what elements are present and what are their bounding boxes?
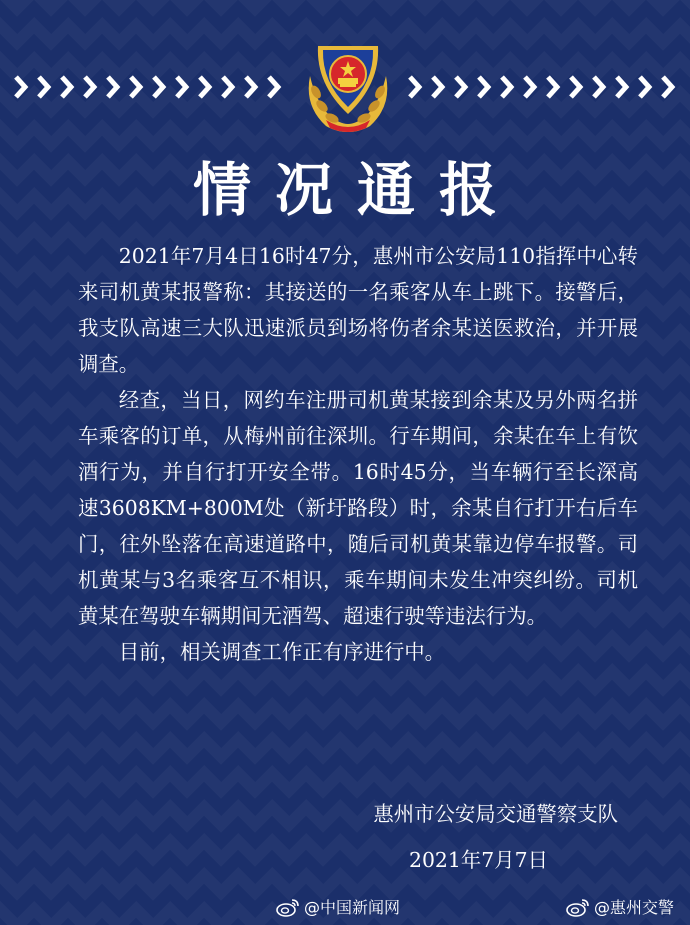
chevron-right-icon <box>590 72 609 102</box>
chevron-right-icon <box>58 72 77 102</box>
chevron-right-icon <box>35 72 54 102</box>
chevron-right-icon <box>196 72 215 102</box>
chevron-right-icon <box>659 72 678 102</box>
notice-body <box>78 238 638 670</box>
weibo-icon <box>276 897 300 917</box>
chevron-right-icon <box>173 72 192 102</box>
watermark-left-text: @中国新闻网 <box>304 898 401 917</box>
chevron-right-icon <box>567 72 586 102</box>
chevron-right-icon <box>406 72 425 102</box>
watermark-right <box>566 895 674 918</box>
chevron-right-icon <box>521 72 540 102</box>
chevron-decoration-left <box>12 72 284 102</box>
paragraph-status: 目前，相关调查工作正有序进行中。 <box>118 640 446 664</box>
chevron-right-icon <box>429 72 448 102</box>
chevron-right-icon <box>544 72 563 102</box>
chevron-right-icon <box>636 72 655 102</box>
chevron-right-icon <box>104 72 123 102</box>
notice-title: 情况通报 <box>192 156 521 224</box>
paragraph-investigation: 经查，当日，网约车注册司机黄某接到余某及另外两名拼车乘客的订单，从梅州前往深圳。行车期间，余某在车上有饮酒行为，并自行打开安全带。16时45分，当车辆行至长深高速3608KM+800M处（新圩路段）时，余某自行打开右后车门，往外坠落在高速道路中，随后司机黄某靠边停车报警。司机黄某与3名乘客互不相识，乘车期间未发生冲突纠纷。司机黄某在驾驶车辆期间无酒驾、超速行驶等违法行为。 <box>78 388 638 628</box>
chevron-right-icon <box>242 72 261 102</box>
chevron-right-icon <box>127 72 146 102</box>
chevron-right-icon <box>150 72 169 102</box>
chevron-right-icon <box>81 72 100 102</box>
signature-block <box>318 796 618 878</box>
chevron-right-icon <box>265 72 284 102</box>
chevron-right-icon <box>613 72 632 102</box>
chevron-right-icon <box>12 72 31 102</box>
watermark-left <box>276 895 400 918</box>
issuer-name: 惠州市公安局交通警察支队 <box>373 802 618 826</box>
chevron-decoration-right <box>406 72 678 102</box>
weibo-icon <box>566 897 590 917</box>
chevron-right-icon <box>498 72 517 102</box>
police-emblem-icon <box>296 36 400 134</box>
issue-date: 2021年7月7日 <box>408 848 548 872</box>
watermark-right-text: @惠州交警 <box>594 898 675 917</box>
chevron-right-icon <box>475 72 494 102</box>
chevron-right-icon <box>219 72 238 102</box>
paragraph-incident: 2021年7月4日16时47分，惠州市公安局110指挥中心转来司机黄某报警称：其接送的一名乘客从车上跳下。接警后，我支队高速三大队迅速派员到场将伤者余某送医救治，并开展调查。 <box>78 244 638 376</box>
chevron-right-icon <box>452 72 471 102</box>
